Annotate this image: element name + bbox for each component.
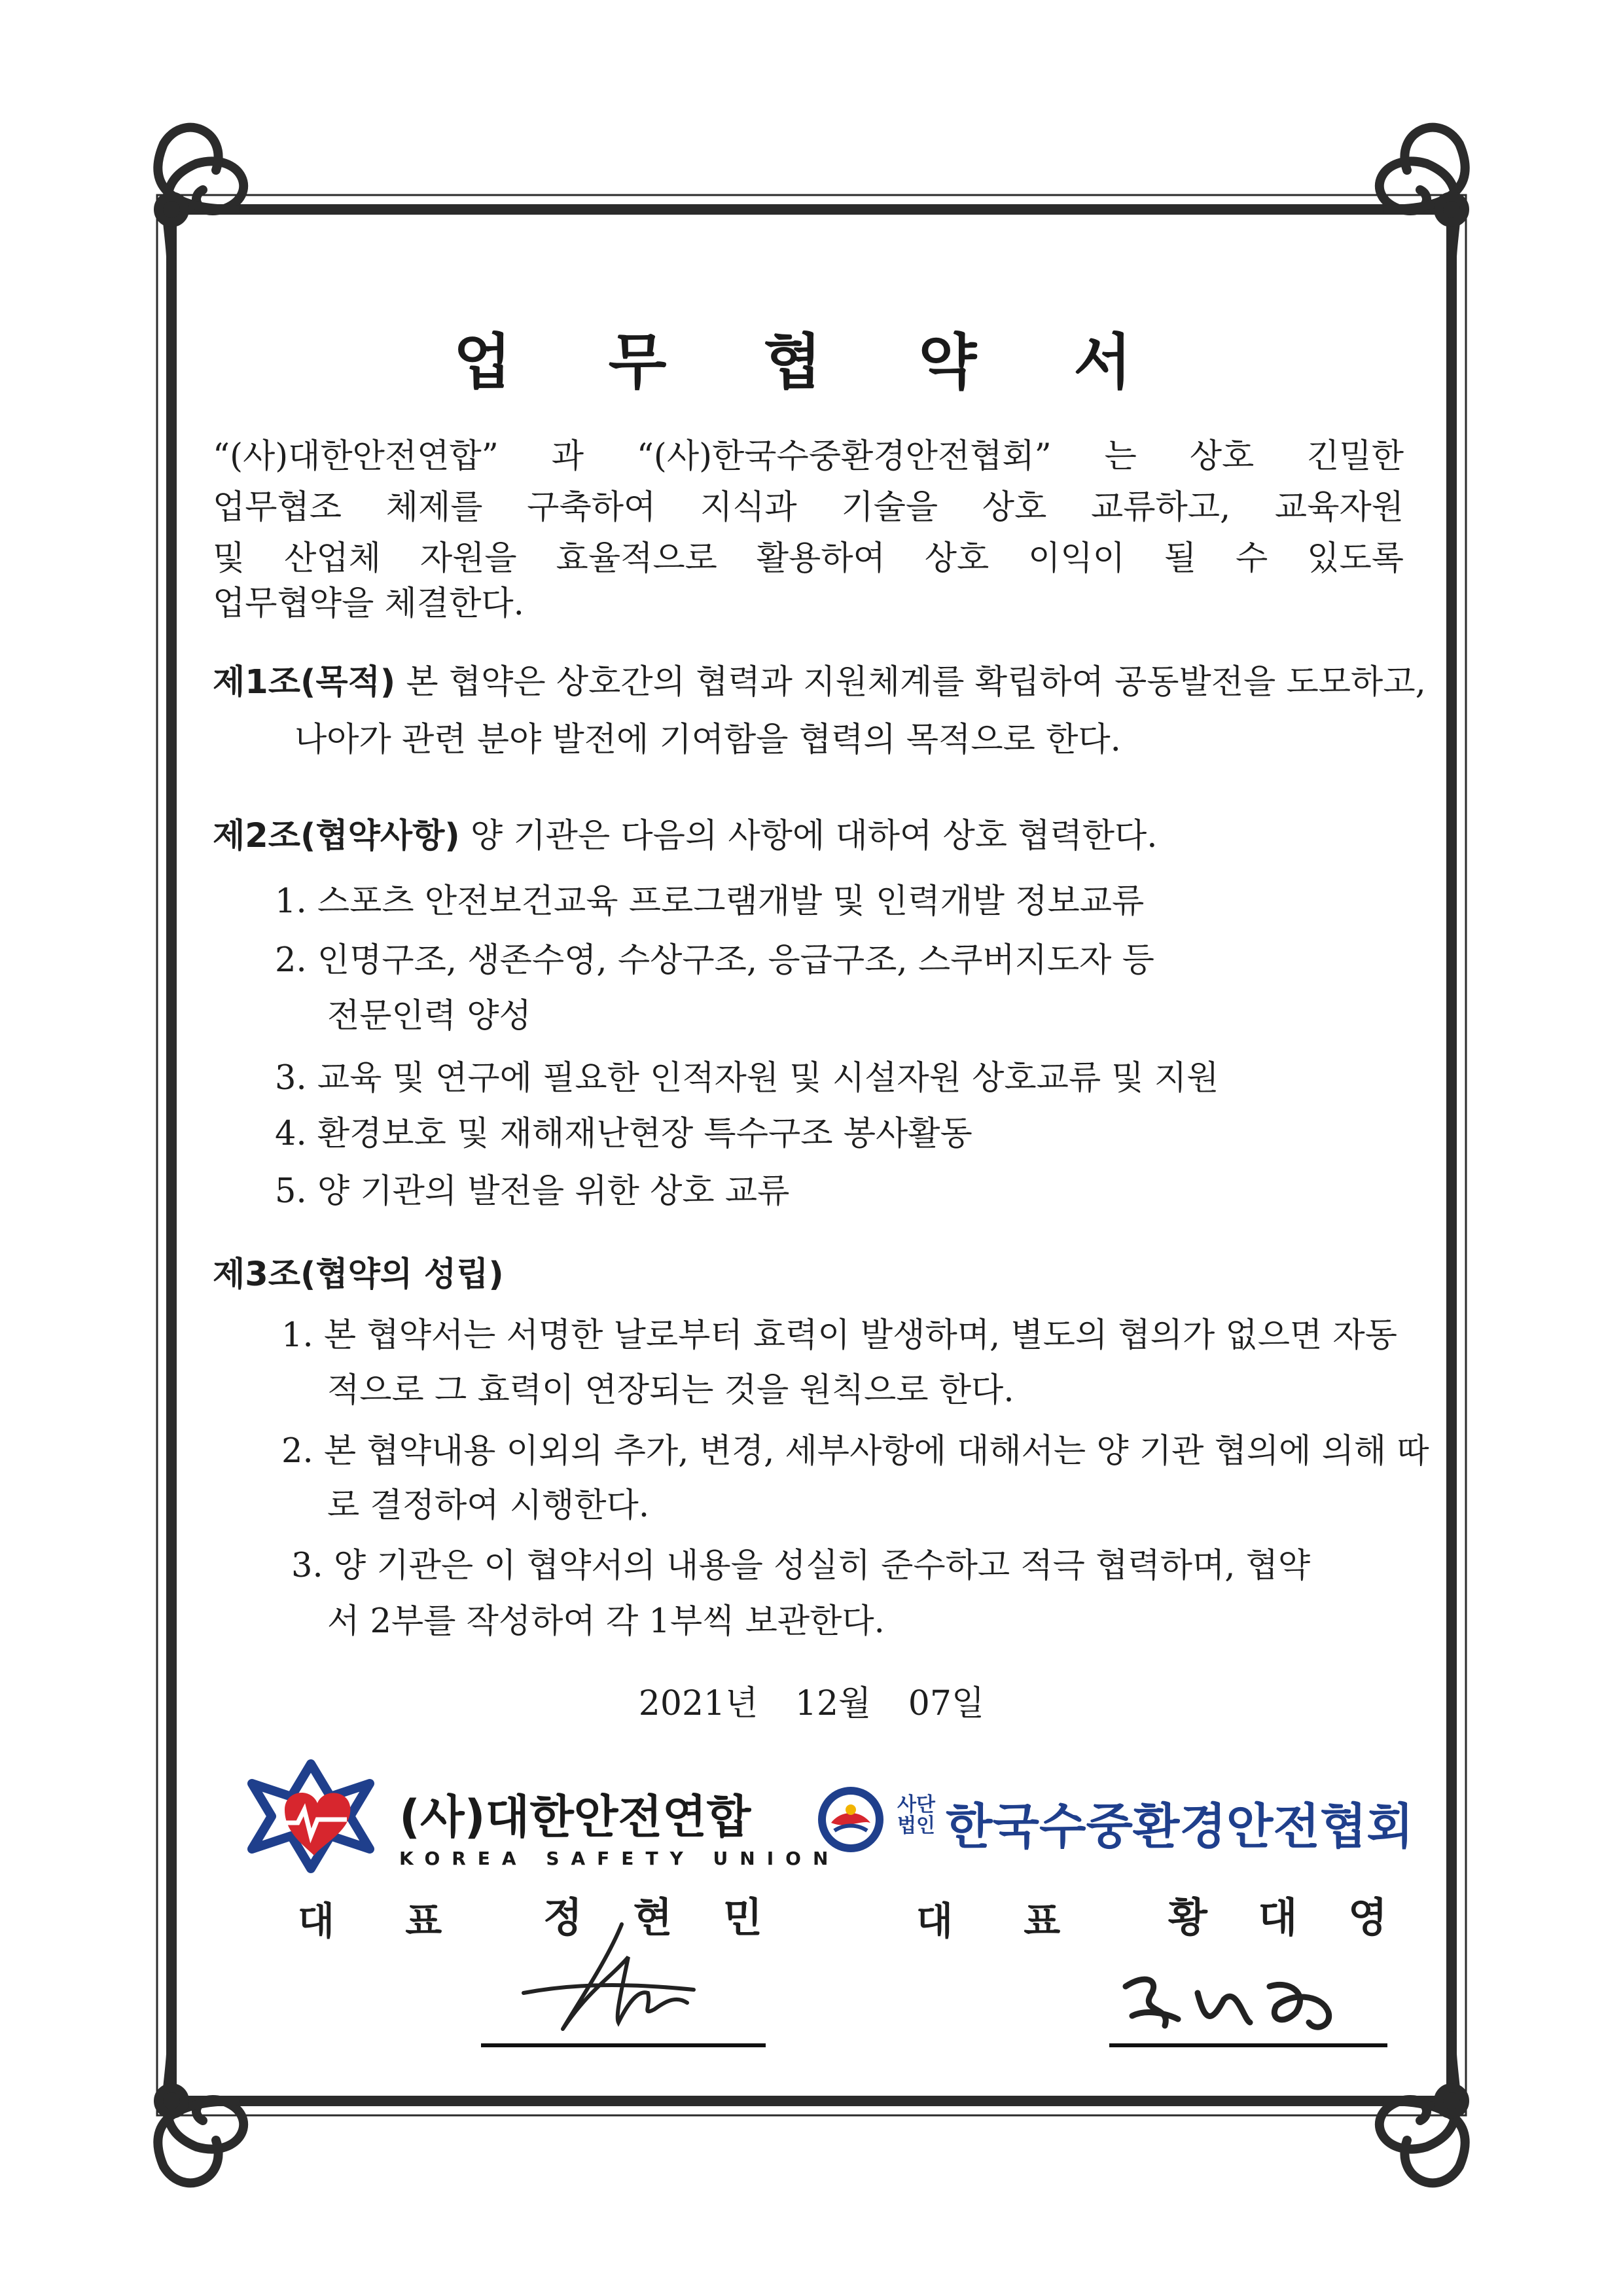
party-2-rep-label: 대 표	[916, 1899, 1090, 1943]
article-1-text: 본 협약은 상호간의 협력과 지원체계를 확립하여 공동발전을 도모하고,	[406, 663, 1426, 702]
article-2-item: 3. 교육 및 연구에 필요한 인적자원 및 시설자원 상호교류 및 지원	[275, 1059, 1219, 1098]
party-2-signature-line	[1109, 2043, 1387, 2047]
intro-line-4: 업무협약을 체결한다.	[213, 584, 524, 623]
party-1-rep-name: 정 현 민	[543, 1893, 781, 1941]
korea-safety-union-logo-icon	[232, 1757, 389, 1875]
corp-type-tag-line-1: 사단	[897, 1793, 935, 1816]
article-1-cont: 나아가 관련 분야 발전에 기여함을 협력의 목적으로 한다.	[294, 721, 1121, 759]
article-1	[213, 655, 1426, 703]
party-2-rep-name: 황 대 영	[1168, 1893, 1406, 1941]
article-2-item: 5. 양 기관의 발전을 위한 상호 교류	[275, 1172, 790, 1211]
article-2-item-cont: 전문인력 양성	[327, 997, 531, 1035]
article-3-item: 1. 본 협약서는 서명한 날로부터 효력이 발생하며, 별도의 협의가 없으면 자동	[281, 1316, 1397, 1355]
article-3-item-cont: 적으로 그 효력이 연장되는 것을 원칙으로 한다.	[327, 1371, 1014, 1410]
article-3-item: 2. 본 협약내용 이외의 추가, 변경, 세부사항에 대해서는 양 기관 협의에 의해 따	[281, 1432, 1429, 1471]
party-2-name: 한국수중환경안전협회	[946, 1799, 1414, 1855]
party-2-signature-icon	[1113, 1960, 1387, 2045]
article-2-item: 2. 인명구조, 생존수영, 수상구조, 응급구조, 스쿠버지도자 등	[275, 941, 1154, 980]
party-1-signature-line	[481, 2043, 766, 2047]
intro-line-1: “(사)대한안전연합” 과 “(사)한국수중환경안전협회” 는 상호 긴밀한	[213, 437, 1404, 476]
document-title: 업 무 협 약 서	[453, 327, 1170, 397]
party-1-name-en: KOREA SAFETY UNION	[399, 1848, 840, 1869]
article-2-heading: 제2조(협약사항)	[213, 817, 460, 855]
article-3-item-cont: 로 결정하여 시행한다.	[327, 1486, 650, 1525]
corp-type-tag-line-2: 법인	[897, 1814, 935, 1837]
article-2-item: 1. 스포츠 안전보건교육 프로그램개발 및 인력개발 정보교류	[275, 882, 1145, 921]
article-3-item-cont: 서 2부를 작성하여 각 1부씩 보관한다.	[327, 1602, 885, 1641]
intro-line-2: 업무협조 체제를 구축하여 지식과 기술을 상호 교류하고, 교육자원	[213, 488, 1404, 527]
article-2-text: 양 기관은 다음의 사항에 대하여 상호 협력한다.	[470, 817, 1158, 855]
party-1-name: (사)대한안전연합	[399, 1790, 751, 1844]
korea-underwater-safety-association-emblem-icon	[815, 1784, 887, 1856]
article-3-item: 3. 양 기관은 이 협약서의 내용을 성실히 준수하고 적극 협력하며, 협약	[291, 1547, 1311, 1585]
intro-line-3: 및 산업체 자원을 효율적으로 활용하여 상호 이익이 될 수 있도록	[213, 539, 1404, 578]
corp-type-tag	[893, 1795, 939, 1837]
article-3-heading: 제3조(협약의 성립)	[213, 1255, 504, 1294]
party-1-rep-label: 대 표	[298, 1899, 471, 1943]
party-1-logo-text	[399, 1780, 840, 1869]
article-1-heading: 제1조(목적)	[213, 663, 396, 702]
article-2	[213, 808, 1157, 857]
party-1-signature-icon	[497, 1918, 772, 2049]
article-2-item: 4. 환경보호 및 재해재난현장 특수구조 봉사활동	[275, 1115, 972, 1153]
signing-date: 2021년 12월 07일	[638, 1684, 985, 1723]
